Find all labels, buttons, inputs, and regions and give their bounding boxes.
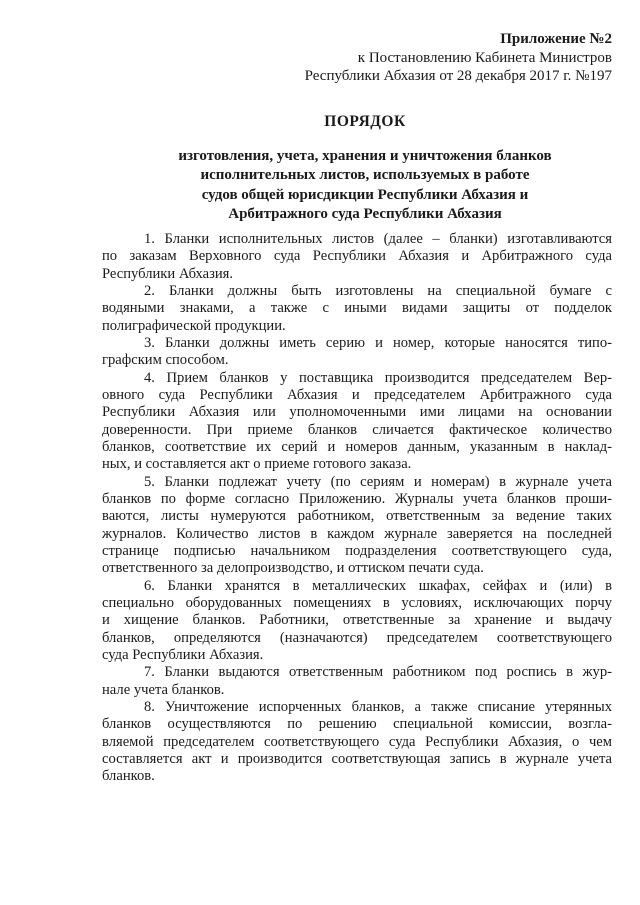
text-line: овного суда Республики Абхазия и председателем Арбитражного суда <box>102 386 612 403</box>
text-line: составляется акт и производится соответствующая запись в журнале учета <box>102 750 612 767</box>
appendix-reference: к Постановлению Кабинета Министров <box>357 49 612 66</box>
text-line: 7. Бланки выдаются ответственным работником под роспись в жур- <box>144 664 612 681</box>
text-line: суда Республики Абхазия. <box>102 646 264 663</box>
paragraph-7 <box>102 664 612 699</box>
text-line: и хищение бланков. Работники, ответственные за хранение и выдачу <box>102 612 612 629</box>
subtitle-line: судов общей юрисдикции Республики Абхазия и <box>201 186 529 203</box>
text-line: графским способом. <box>102 352 229 369</box>
text-line: по заказам Верховного суда Республики Абхазия и Арбитражного суда <box>102 248 612 265</box>
text-line: специально оборудованных помещениях в условиях, исключающих порчу <box>102 594 612 611</box>
text-line: бланков. <box>102 768 155 785</box>
paragraph-1 <box>102 231 612 283</box>
text-line: водяными знаками, а также с иными видами защиты от подделок <box>102 300 612 317</box>
text-line: журналов. Количество листов в каждом журнале заверяется на последней <box>102 525 612 542</box>
paragraph-3 <box>102 335 612 370</box>
document-body <box>102 231 612 786</box>
subtitle-line: Арбитражного суда Республики Абхазия <box>228 205 502 222</box>
text-line: доверенности. При приеме бланков сличается фактическое количество <box>102 421 612 438</box>
subtitle-line: исполнительных листов, используемых в работе <box>200 167 530 184</box>
text-line: 1. Бланки исполнительных листов (далее – бланки) изготавливаются <box>144 231 612 247</box>
text-line: 5. Бланки подлежат учету (по сериям и номерам) в журнале учета <box>144 473 612 490</box>
paragraph-2 <box>102 283 612 335</box>
document-title: ПОРЯДОК <box>324 113 406 130</box>
subtitle-line: изготовления, учета, хранения и уничтожения бланков <box>178 148 552 164</box>
appendix-number: Приложение №2 <box>500 31 612 47</box>
text-line: 2. Бланки должны быть изготовлены на специальной бумаге с <box>144 282 612 299</box>
text-line: странице подписью начальником подразделения соответствующего суда, <box>102 542 612 559</box>
text-line: нале учета бланков. <box>102 681 225 698</box>
text-line: ответственного за делопроизводство, и оттиском печати суда. <box>102 560 484 577</box>
text-line: Республики Абхазия. <box>102 265 234 282</box>
text-line: ваются, листы нумеруются работником, ответственным за ведение таких <box>102 508 612 525</box>
appendix-header <box>305 30 612 86</box>
text-line: ных, и составляется акт о приеме готового заказа. <box>102 456 412 473</box>
text-line: 3. Бланки должны иметь серию и номер, которые наносятся типо- <box>144 334 612 351</box>
text-line: Республики Абхазия или уполномоченными ими лицами на основании <box>102 404 612 421</box>
document-subtitle <box>100 147 630 224</box>
text-line: бланков по форме согласно Приложению. Журналы учета бланков проши- <box>102 490 612 507</box>
appendix-reference-date: Республики Абхазия от 28 декабря 2017 г. №197 <box>304 68 612 84</box>
paragraph-8 <box>102 699 612 786</box>
text-line: 4. Прием бланков у поставщика производится председателем Вер- <box>144 369 612 386</box>
text-line: 6. Бланки хранятся в металлических шкафах, сейфах и (или) в <box>144 577 612 594</box>
text-line: бланков осуществляются по решению специальной комиссии, возгла- <box>102 716 612 733</box>
text-line: вляемой председателем соответствующего суда Республики Абхазия, о чем <box>102 733 612 750</box>
text-line: бланков, определяются (назначаются) председателем соответствующего <box>102 629 612 646</box>
text-line: полиграфической продукции. <box>102 317 286 334</box>
paragraph-4 <box>102 370 612 474</box>
text-line: бланков, соответствие их серий и номеров данным, указанным в наклад- <box>102 438 612 455</box>
paragraph-6 <box>102 578 612 665</box>
paragraph-5 <box>102 474 612 578</box>
text-line: 8. Уничтожение испорченных бланков, а также списание утерянных <box>144 698 612 715</box>
